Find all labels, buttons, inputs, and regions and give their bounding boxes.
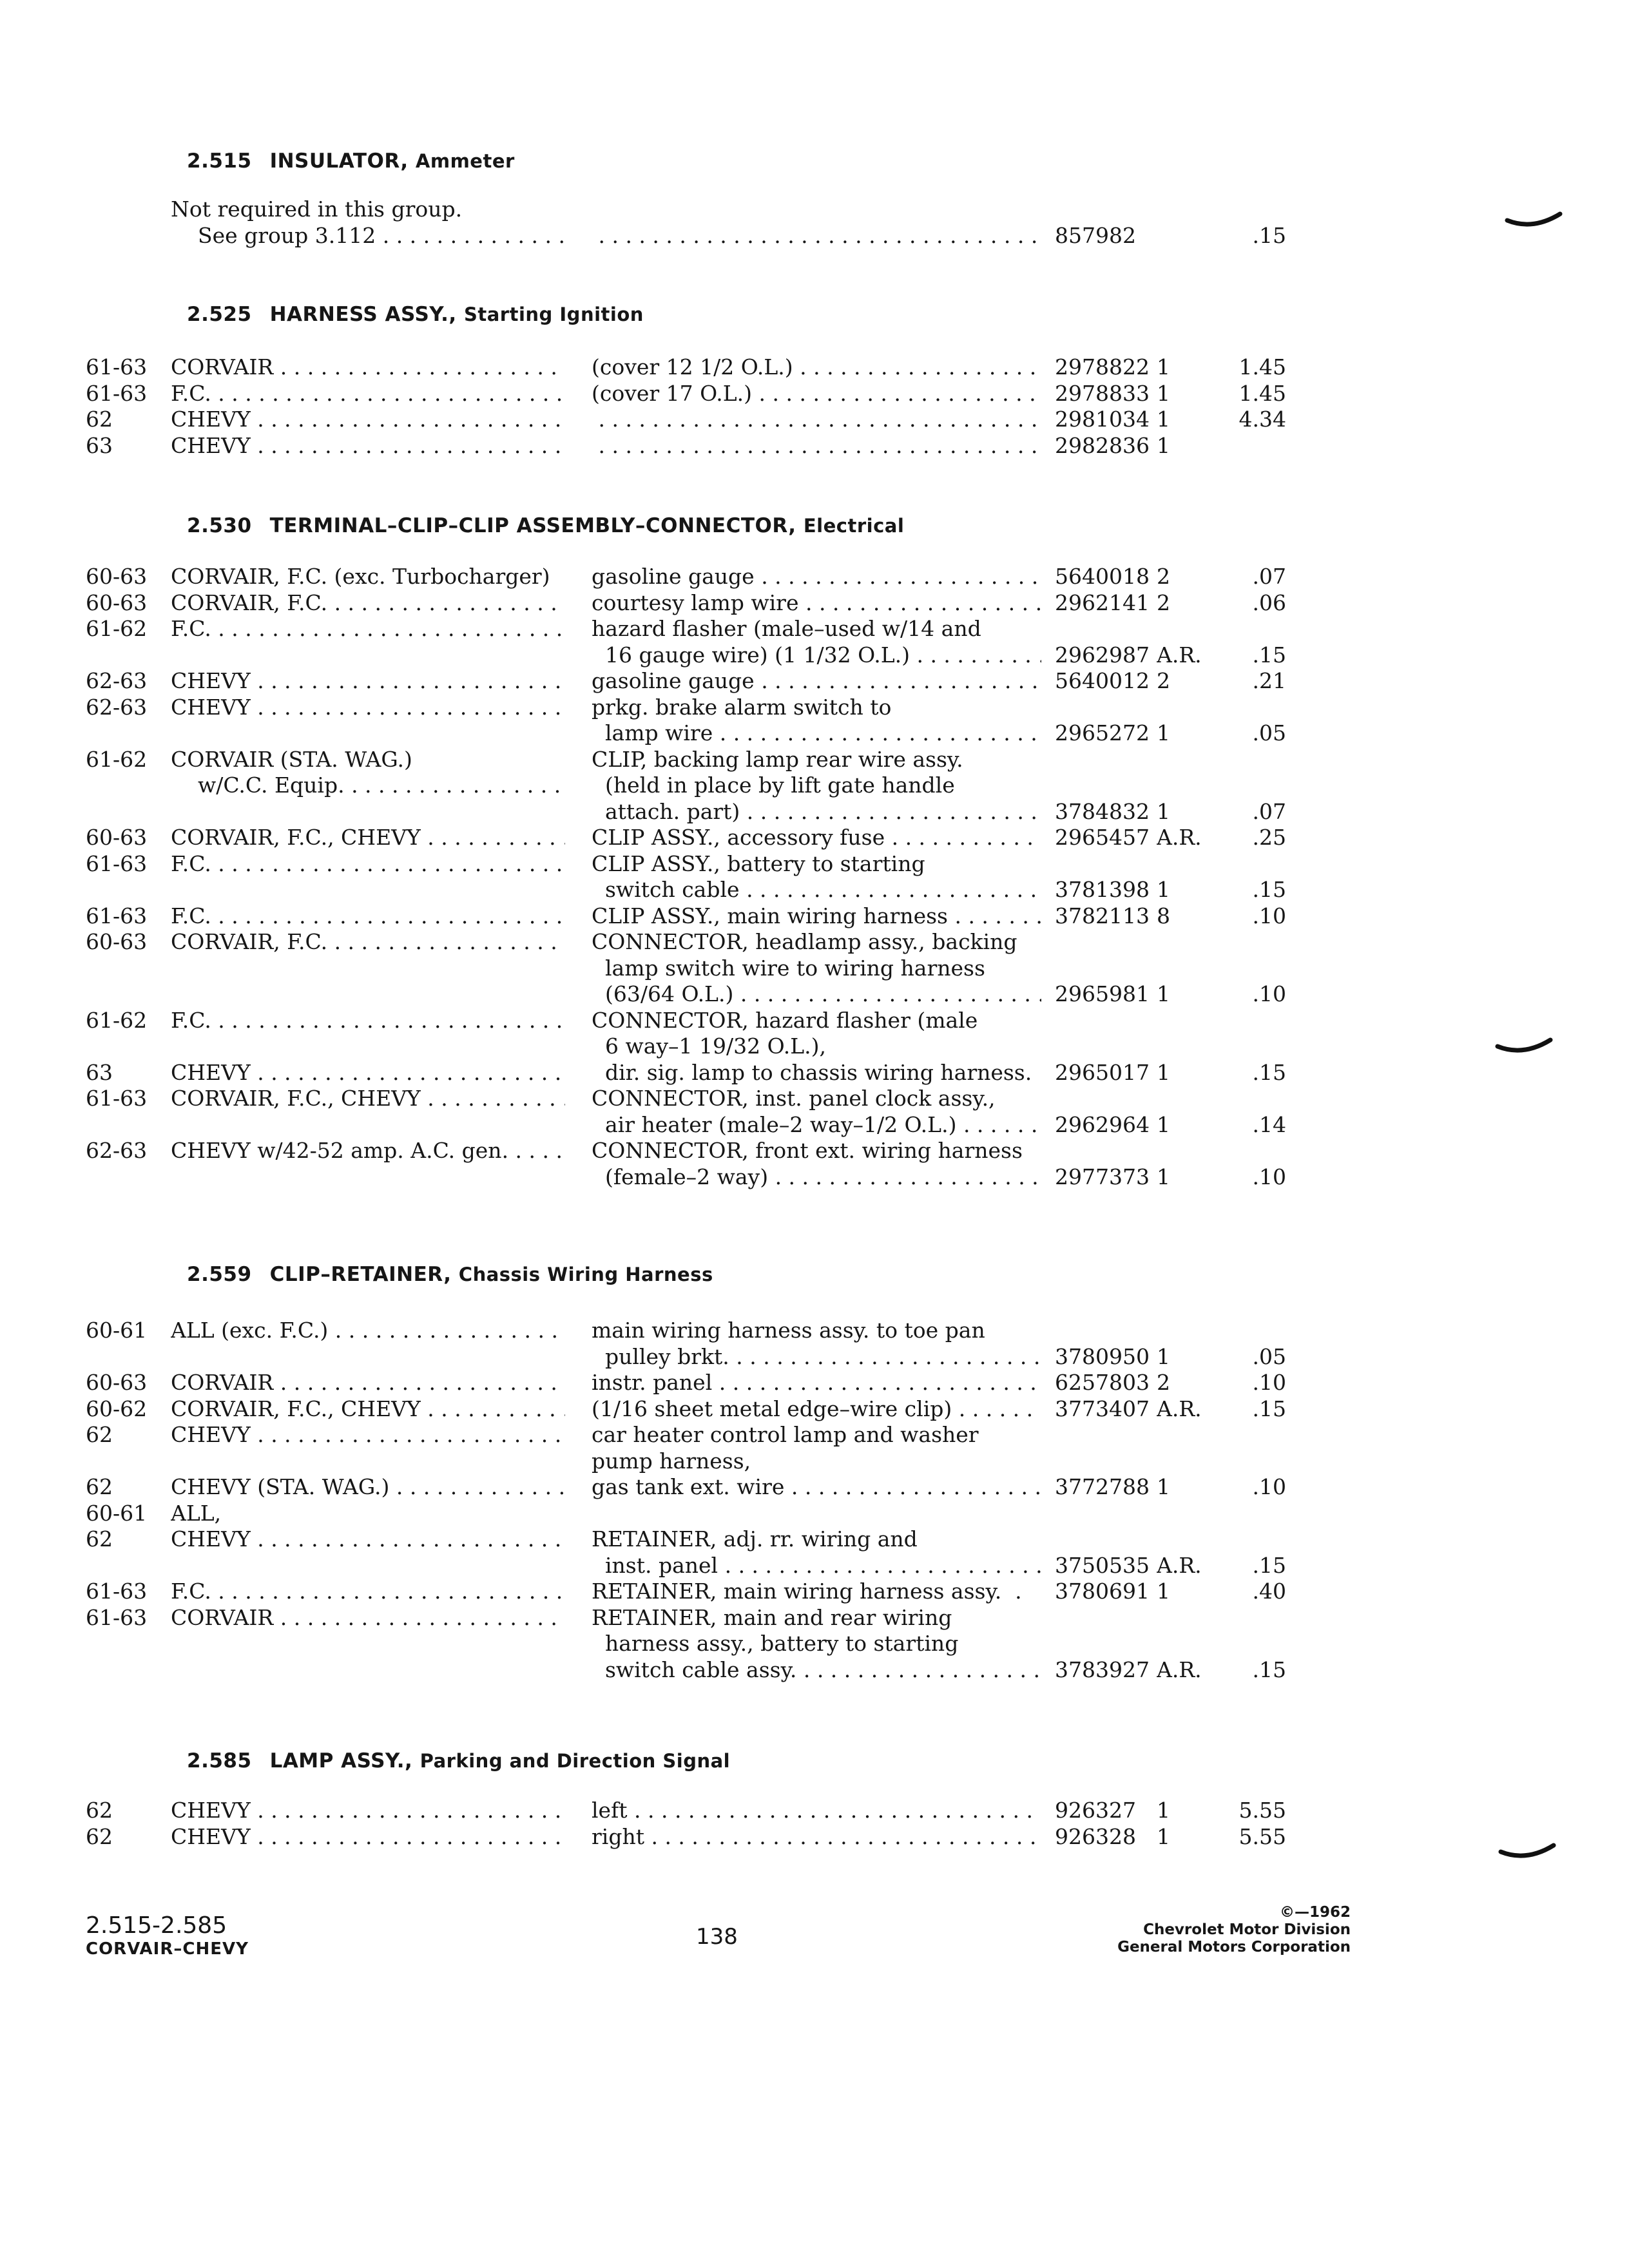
binder-hole-mark-bottom: [1498, 1836, 1556, 1862]
quantity-cell: 1: [1157, 981, 1170, 1006]
description-cell: prkg. brake alarm switch to: [592, 694, 892, 720]
model-cell: CHEVY w/42-52 amp. A.C. gen. . . .: [171, 1138, 565, 1164]
quantity-cell: 1: [1157, 1059, 1170, 1085]
price-cell: .07: [1252, 798, 1286, 824]
year-cell: 63: [86, 1059, 113, 1085]
description-cell: RETAINER, main wiring harness assy. .: [592, 1579, 1022, 1604]
year-cell: 62: [86, 407, 113, 432]
parts-row: [0, 1033, 1629, 1059]
year-cell: 61-63: [86, 850, 148, 876]
part-number-cell: 5640012: [1055, 668, 1150, 693]
year-cell: 62: [86, 1823, 113, 1849]
parts-row: [0, 433, 1629, 459]
description-cell: CONNECTOR, front ext. wiring harness: [592, 1138, 1023, 1163]
part-number-cell: 2978822: [1055, 354, 1150, 380]
model-cell: F.C. . . .: [171, 851, 565, 877]
description-cell: attach. part) . . .: [592, 799, 1041, 825]
model-cell: CHEVY . . .: [171, 1422, 565, 1448]
section-subtitle: Ammeter: [415, 150, 515, 172]
description-cell: [592, 407, 1041, 432]
quantity-cell: 1: [1157, 1164, 1170, 1189]
price-cell: .14: [1252, 1111, 1286, 1137]
parts-row: [0, 1631, 1629, 1657]
model-cell: ALL (exc. F.C.) . . .: [171, 1318, 565, 1343]
quantity-cell: 1: [1157, 354, 1170, 380]
year-cell: 60-63: [86, 590, 148, 615]
part-number-cell: 926327: [1055, 1798, 1136, 1823]
quantity-cell: 1: [1157, 432, 1170, 458]
part-number-cell: 6257803: [1055, 1370, 1150, 1395]
description-cell: gasoline gauge . . .: [592, 564, 1041, 590]
price-cell: .05: [1252, 1343, 1286, 1369]
quantity-cell: A.R.: [1157, 1396, 1202, 1421]
parts-row: [0, 1060, 1629, 1086]
quantity-cell: 1: [1157, 877, 1170, 902]
section-subtitle: Parking and Direction Signal: [419, 1750, 731, 1772]
model-cell: CORVAIR, F.C. (exc. Turbocharger): [171, 564, 550, 589]
quantity-cell: 1: [1157, 1823, 1170, 1849]
quantity-cell: 1: [1157, 1343, 1170, 1369]
description-cell: car heater control lamp and washer: [592, 1422, 979, 1447]
quantity-cell: 8: [1157, 903, 1170, 928]
model-cell: CORVAIR, F.C., CHEVY . . .: [171, 1086, 565, 1111]
section-subtitle: Starting Ignition: [463, 303, 644, 325]
year-cell: 62-63: [86, 694, 148, 720]
quantity-cell: 1: [1157, 1474, 1170, 1499]
parts-row: [0, 1422, 1629, 1448]
quantity-cell: 1: [1157, 720, 1170, 745]
model-cell: CHEVY . . .: [171, 668, 565, 694]
description-cell: CLIP ASSY., accessory fuse . . .: [592, 825, 1041, 850]
footer-group-range: [86, 1912, 249, 1959]
part-number-cell: 3750535: [1055, 1552, 1150, 1578]
description-cell: RETAINER, adj. rr. wiring and: [592, 1526, 918, 1552]
description-cell: RETAINER, main and rear wiring: [592, 1604, 952, 1630]
model-cell: See group 3.112 . . .: [171, 223, 565, 249]
parts-row: [0, 773, 1629, 798]
description-cell: harness assy., battery to starting: [592, 1631, 959, 1656]
price-cell: .06: [1252, 590, 1286, 615]
quantity-cell: A.R.: [1157, 1657, 1202, 1682]
part-number-cell: 3780691: [1055, 1579, 1150, 1604]
quantity-cell: 1: [1157, 798, 1170, 824]
description-cell: gas tank ext. wire . . .: [592, 1474, 1041, 1500]
description-cell: switch cable . . .: [592, 877, 1041, 903]
section-subtitle: Electrical: [803, 515, 905, 537]
price-cell: .10: [1252, 1474, 1286, 1499]
description-cell: inst. panel . . .: [592, 1553, 1041, 1579]
description-cell: switch cable assy. . . .: [592, 1657, 1041, 1683]
model-cell: ALL,: [171, 1500, 222, 1526]
parts-row: [0, 1318, 1629, 1343]
price-cell: .40: [1252, 1579, 1286, 1604]
part-number-cell: 2981034: [1055, 407, 1150, 432]
description-cell: CLIP, backing lamp rear wire assy.: [592, 746, 963, 772]
binder-hole-mark-top: [1505, 205, 1563, 231]
year-cell: 60-63: [86, 929, 148, 954]
price-cell: .10: [1252, 1164, 1286, 1189]
footer-division: Chevrolet Motor Division: [1143, 1921, 1351, 1938]
parts-row: [0, 1164, 1629, 1190]
binder-hole-mark-middle: [1495, 1031, 1553, 1057]
year-cell: 60-61: [86, 1500, 148, 1526]
year-cell: 61-63: [86, 354, 148, 380]
model-cell: CORVAIR . . .: [171, 1605, 565, 1631]
year-cell: 61-62: [86, 1007, 148, 1033]
description-cell: lamp wire . . .: [592, 720, 1041, 746]
part-number-cell: 3782113: [1055, 903, 1150, 928]
description-cell: left . . .: [592, 1798, 1041, 1823]
parts-row: [0, 197, 1629, 222]
parts-row: [0, 981, 1629, 1007]
year-cell: 61-62: [86, 746, 148, 772]
description-cell: pulley brkt. . . .: [592, 1344, 1041, 1370]
price-cell: .15: [1252, 1396, 1286, 1421]
parts-row: [0, 1008, 1629, 1033]
model-cell: CORVAIR, F.C., CHEVY . . .: [171, 825, 565, 850]
model-cell: CHEVY . . .: [171, 433, 565, 459]
model-cell: CORVAIR, F.C., CHEVY . . .: [171, 1396, 565, 1422]
model-cell: CORVAIR . . .: [171, 354, 565, 380]
section-number: 2.530: [187, 514, 252, 537]
parts-row: [0, 642, 1629, 668]
description-cell: (held in place by lift gate handle: [592, 773, 955, 798]
model-cell: CHEVY . . .: [171, 1798, 565, 1823]
model-cell: F.C. . . .: [171, 1579, 565, 1604]
year-cell: 62: [86, 1422, 113, 1447]
parts-row: [0, 1605, 1629, 1631]
parts-row: [0, 1824, 1629, 1850]
parts-row: [0, 956, 1629, 981]
description-cell: CLIP ASSY., battery to starting: [592, 850, 925, 876]
parts-row: [0, 1553, 1629, 1579]
quantity-cell: 1: [1157, 380, 1170, 406]
price-cell: 1.45: [1239, 354, 1286, 380]
year-cell: 61-63: [86, 903, 148, 928]
year-cell: 60-62: [86, 1396, 148, 1421]
section-title: [187, 303, 644, 326]
description-cell: [592, 433, 1041, 459]
year-cell: 62: [86, 1798, 113, 1823]
section-name: LAMP ASSY.,: [269, 1749, 413, 1773]
price-cell: .15: [1252, 1059, 1286, 1085]
quantity-cell: 2: [1157, 1370, 1170, 1395]
price-cell: .25: [1252, 825, 1286, 850]
parts-row: [0, 851, 1629, 877]
price-cell: .15: [1252, 877, 1286, 902]
description-cell: 16 gauge wire) (1 1/32 O.L.) . . .: [592, 642, 1041, 668]
parts-row: [0, 1657, 1629, 1683]
footer-publisher: [1117, 1904, 1351, 1956]
price-cell: .10: [1252, 1370, 1286, 1395]
parts-row: [0, 747, 1629, 773]
parts-row: [0, 1396, 1629, 1422]
part-number-cell: 2962964: [1055, 1111, 1150, 1137]
price-cell: .05: [1252, 720, 1286, 745]
parts-row: [0, 929, 1629, 955]
price-cell: .21: [1252, 668, 1286, 693]
description-cell: pump harness,: [592, 1448, 751, 1474]
parts-row: [0, 877, 1629, 903]
section-title: [187, 149, 515, 173]
footer-range: 2.515-2.585: [86, 1912, 227, 1939]
price-cell: .07: [1252, 564, 1286, 589]
model-cell: CHEVY . . .: [171, 1824, 565, 1850]
part-number-cell: 2965981: [1055, 981, 1150, 1006]
year-cell: 61-63: [86, 1579, 148, 1604]
quantity-cell: A.R.: [1157, 642, 1202, 668]
model-cell: CHEVY . . .: [171, 1526, 565, 1552]
description-cell: (cover 12 1/2 O.L.) . . .: [592, 354, 1041, 380]
description-cell: [592, 223, 1041, 249]
section-number: 2.525: [187, 303, 252, 326]
quantity-cell: 1: [1157, 1111, 1170, 1137]
description-cell: dir. sig. lamp to chassis wiring harness.: [592, 1059, 1032, 1085]
price-cell: .10: [1252, 903, 1286, 928]
description-cell: (cover 17 O.L.) . . .: [592, 381, 1041, 407]
parts-row: [0, 354, 1629, 380]
part-number-cell: 2982836: [1055, 432, 1150, 458]
model-cell: F.C. . . .: [171, 903, 565, 929]
parts-row: [0, 616, 1629, 642]
description-cell: courtesy lamp wire . . .: [592, 590, 1041, 616]
description-cell: CLIP ASSY., main wiring harness . . .: [592, 903, 1041, 929]
part-number-cell: 3772788: [1055, 1474, 1150, 1499]
year-cell: 62-63: [86, 668, 148, 693]
year-cell: 60-63: [86, 1370, 148, 1395]
part-number-cell: 2965272: [1055, 720, 1150, 745]
year-cell: 62: [86, 1526, 113, 1552]
section-title: [187, 1263, 713, 1286]
year-cell: 60-63: [86, 825, 148, 850]
model-cell: CHEVY . . .: [171, 695, 565, 720]
description-cell: gasoline gauge . . .: [592, 668, 1041, 694]
year-cell: 60-61: [86, 1318, 148, 1343]
description-cell: hazard flasher (male–used w/14 and: [592, 616, 981, 641]
description-cell: CONNECTOR, inst. panel clock assy.,: [592, 1086, 996, 1111]
year-cell: 63: [86, 432, 113, 458]
price-cell: .15: [1252, 222, 1286, 248]
model-cell: F.C. . . .: [171, 381, 565, 407]
description-cell: CONNECTOR, headlamp assy., backing: [592, 929, 1017, 954]
quantity-cell: A.R.: [1157, 825, 1202, 850]
model-cell: CHEVY . . .: [171, 1060, 565, 1086]
price-cell: 4.34: [1239, 407, 1286, 432]
parts-row: [0, 1579, 1629, 1604]
parts-row: [0, 1798, 1629, 1823]
quantity-cell: A.R.: [1157, 1552, 1202, 1578]
price-cell: 5.55: [1239, 1798, 1286, 1823]
description-cell: CONNECTOR, hazard flasher (male: [592, 1007, 978, 1033]
part-number-cell: 3780950: [1055, 1343, 1150, 1369]
year-cell: 62: [86, 1474, 113, 1499]
price-cell: .15: [1252, 1657, 1286, 1682]
parts-row: [0, 1112, 1629, 1138]
part-number-cell: 2977373: [1055, 1164, 1150, 1189]
model-cell: CHEVY . . .: [171, 407, 565, 432]
part-number-cell: 2962987: [1055, 642, 1150, 668]
section-subtitle: Chassis Wiring Harness: [458, 1264, 713, 1285]
quantity-cell: 2: [1157, 590, 1170, 615]
parts-row: [0, 668, 1629, 694]
description-cell: instr. panel . . .: [592, 1370, 1041, 1396]
section-number: 2.559: [187, 1263, 252, 1286]
parts-row: [0, 1474, 1629, 1500]
parts-row: [0, 1344, 1629, 1370]
model-cell: CHEVY (STA. WAG.) . . .: [171, 1474, 565, 1500]
section-name: INSULATOR,: [269, 149, 409, 173]
model-cell: CORVAIR, F.C. . . .: [171, 590, 565, 616]
year-cell: 62-63: [86, 1138, 148, 1163]
parts-row: [0, 381, 1629, 407]
section-name: CLIP–RETAINER,: [269, 1263, 452, 1286]
price-cell: 5.55: [1239, 1823, 1286, 1849]
model-cell: CORVAIR . . .: [171, 1370, 565, 1396]
description-cell: main wiring harness assy. to toe pan: [592, 1318, 985, 1343]
part-number-cell: 3783927: [1055, 1657, 1150, 1682]
part-number-cell: 3773407: [1055, 1396, 1150, 1421]
part-number-cell: 3781398: [1055, 877, 1150, 902]
price-cell: .10: [1252, 981, 1286, 1006]
model-cell: w/C.C. Equip. . . .: [171, 773, 565, 798]
model-cell: Not required in this group.: [171, 197, 463, 222]
quantity-cell: 1: [1157, 1798, 1170, 1823]
price-cell: .15: [1252, 642, 1286, 668]
parts-row: [0, 407, 1629, 432]
description-cell: 6 way–1 19/32 O.L.),: [592, 1033, 826, 1059]
parts-row: [0, 695, 1629, 720]
footer-models: CORVAIR–CHEVY: [86, 1939, 249, 1959]
footer-copyright: ©—1962: [1279, 1904, 1351, 1921]
model-cell: F.C. . . .: [171, 1008, 565, 1033]
parts-row: [0, 1448, 1629, 1474]
section-title: [187, 1749, 730, 1773]
part-number-cell: 2978833: [1055, 380, 1150, 406]
parts-row: [0, 223, 1629, 249]
parts-row: [0, 1526, 1629, 1552]
quantity-cell: 1: [1157, 1579, 1170, 1604]
description-cell: (1/16 sheet metal edge–wire clip) . . .: [592, 1396, 1041, 1422]
quantity-cell: 1: [1157, 407, 1170, 432]
part-number-cell: 2965457: [1055, 825, 1150, 850]
part-number-cell: 926328: [1055, 1823, 1136, 1849]
model-cell: F.C. . . .: [171, 616, 565, 642]
description-cell: (63/64 O.L.) . . .: [592, 981, 1041, 1007]
price-cell: 1.45: [1239, 380, 1286, 406]
parts-row: [0, 1370, 1629, 1396]
parts-row: [0, 1086, 1629, 1111]
parts-row: [0, 720, 1629, 746]
part-number-cell: 857982: [1055, 222, 1136, 248]
description-cell: right . . .: [592, 1824, 1041, 1850]
parts-row: [0, 1138, 1629, 1164]
section-title: [187, 514, 904, 537]
page-number: 138: [696, 1924, 738, 1950]
quantity-cell: 2: [1157, 668, 1170, 693]
parts-row: [0, 564, 1629, 590]
parts-row: [0, 590, 1629, 616]
section-number: 2.585: [187, 1749, 252, 1773]
parts-row: [0, 799, 1629, 825]
year-cell: 61-63: [86, 1086, 148, 1111]
year-cell: 61-62: [86, 616, 148, 641]
quantity-cell: 2: [1157, 564, 1170, 589]
year-cell: 60-63: [86, 564, 148, 589]
section-name: HARNESS ASSY.,: [269, 303, 457, 326]
description-cell: air heater (male–2 way–1/2 O.L.) . . .: [592, 1112, 1041, 1138]
model-cell: CORVAIR (STA. WAG.): [171, 746, 412, 772]
parts-row: [0, 1501, 1629, 1526]
part-number-cell: 2965017: [1055, 1059, 1150, 1085]
year-cell: 61-63: [86, 1604, 148, 1630]
section-number: 2.515: [187, 149, 252, 173]
price-cell: .15: [1252, 1552, 1286, 1578]
model-cell: CORVAIR, F.C. . . .: [171, 929, 565, 955]
description-cell: (female–2 way) . . .: [592, 1164, 1041, 1190]
year-cell: 61-63: [86, 380, 148, 406]
parts-row: [0, 825, 1629, 850]
part-number-cell: 3784832: [1055, 798, 1150, 824]
parts-row: [0, 903, 1629, 929]
description-cell: lamp switch wire to wiring harness: [592, 955, 985, 981]
footer-corporation: General Motors Corporation: [1117, 1939, 1351, 1956]
section-name: TERMINAL–CLIP–CLIP ASSEMBLY–CONNECTOR,: [269, 514, 796, 537]
part-number-cell: 2962141: [1055, 590, 1150, 615]
part-number-cell: 5640018: [1055, 564, 1150, 589]
